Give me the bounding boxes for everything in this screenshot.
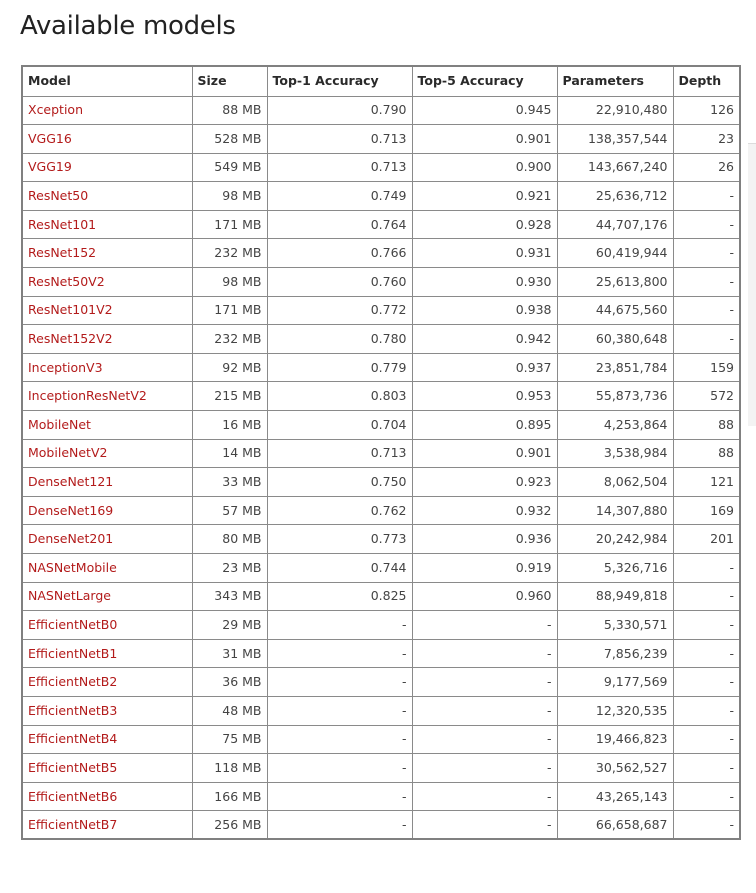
parameters-cell: 25,636,712 (557, 182, 673, 211)
parameters-cell: 30,562,527 (557, 754, 673, 783)
depth-cell: 121 (673, 468, 740, 497)
top5-accuracy-cell: 0.928 (412, 210, 557, 239)
model-cell (22, 382, 192, 411)
model-cell (22, 611, 192, 640)
top5-accuracy-cell: 0.942 (412, 325, 557, 354)
top5-accuracy-cell: 0.932 (412, 496, 557, 525)
parameters-cell: 66,658,687 (557, 811, 673, 840)
model-cell (22, 639, 192, 668)
model-link[interactable]: DenseNet169 (28, 502, 114, 518)
parameters-cell: 5,326,716 (557, 554, 673, 583)
model-cell (22, 668, 192, 697)
table-row (22, 153, 740, 182)
model-cell (22, 268, 192, 297)
size-cell: 57 MB (192, 496, 267, 525)
table-row (22, 296, 740, 325)
table-row (22, 468, 740, 497)
model-cell (22, 468, 192, 497)
size-cell: 80 MB (192, 525, 267, 554)
size-cell: 98 MB (192, 268, 267, 297)
depth-cell: - (673, 782, 740, 811)
table-row (22, 639, 740, 668)
top1-accuracy-cell: 0.779 (267, 353, 412, 382)
size-cell: 36 MB (192, 668, 267, 697)
size-cell: 549 MB (192, 153, 267, 182)
model-link[interactable]: DenseNet121 (28, 474, 114, 490)
depth-cell: - (673, 696, 740, 725)
table-row (22, 668, 740, 697)
top5-accuracy-cell: - (412, 811, 557, 840)
top1-accuracy-cell: - (267, 668, 412, 697)
top1-accuracy-cell: 0.704 (267, 411, 412, 440)
parameters-cell: 22,910,480 (557, 96, 673, 125)
model-link[interactable]: EfficientNetB7 (28, 816, 118, 832)
model-link[interactable]: NASNetMobile (28, 559, 117, 575)
model-link[interactable]: EfficientNetB6 (28, 788, 118, 804)
model-link[interactable]: DenseNet201 (28, 531, 114, 547)
top5-accuracy-cell: 0.895 (412, 411, 557, 440)
top5-accuracy-cell: - (412, 611, 557, 640)
depth-cell: - (673, 210, 740, 239)
size-cell: 166 MB (192, 782, 267, 811)
size-cell: 171 MB (192, 210, 267, 239)
top1-accuracy-cell: - (267, 782, 412, 811)
top5-accuracy-cell: 0.953 (412, 382, 557, 411)
top1-accuracy-cell: - (267, 754, 412, 783)
depth-cell: 572 (673, 382, 740, 411)
parameters-cell: 55,873,736 (557, 382, 673, 411)
model-cell (22, 182, 192, 211)
top5-accuracy-cell: 0.931 (412, 239, 557, 268)
top1-accuracy-cell: 0.772 (267, 296, 412, 325)
model-link[interactable]: ResNet101V2 (28, 302, 113, 318)
depth-cell: 159 (673, 353, 740, 382)
size-cell: 88 MB (192, 96, 267, 125)
table-row (22, 239, 740, 268)
parameters-cell: 4,253,864 (557, 411, 673, 440)
model-link[interactable]: EfficientNetB1 (28, 645, 118, 661)
top5-accuracy-cell: 0.936 (412, 525, 557, 554)
table-row (22, 582, 740, 611)
size-cell: 171 MB (192, 296, 267, 325)
depth-cell: - (673, 182, 740, 211)
top1-accuracy-cell: - (267, 811, 412, 840)
parameters-cell: 20,242,984 (557, 525, 673, 554)
model-cell (22, 754, 192, 783)
top1-accuracy-cell: 0.762 (267, 496, 412, 525)
top5-accuracy-cell: - (412, 639, 557, 668)
top5-accuracy-cell: 0.930 (412, 268, 557, 297)
model-cell (22, 782, 192, 811)
model-link[interactable]: EfficientNetB4 (28, 731, 118, 747)
header-row (22, 66, 740, 96)
top1-accuracy-cell: 0.713 (267, 125, 412, 154)
table-row (22, 696, 740, 725)
size-cell: 14 MB (192, 439, 267, 468)
model-link[interactable]: EfficientNetB5 (28, 759, 118, 775)
top1-accuracy-cell: 0.766 (267, 239, 412, 268)
depth-cell: - (673, 268, 740, 297)
table-row (22, 268, 740, 297)
size-cell: 29 MB (192, 611, 267, 640)
model-cell (22, 696, 192, 725)
table-row (22, 382, 740, 411)
depth-cell: 201 (673, 525, 740, 554)
depth-cell: 88 (673, 439, 740, 468)
depth-cell: - (673, 725, 740, 754)
parameters-cell: 14,307,880 (557, 496, 673, 525)
model-link[interactable]: ResNet50V2 (28, 273, 105, 289)
table-row (22, 525, 740, 554)
size-cell: 16 MB (192, 411, 267, 440)
top5-accuracy-cell: 0.945 (412, 96, 557, 125)
header-model: Model (22, 66, 192, 96)
top5-accuracy-cell: 0.937 (412, 353, 557, 382)
table-row (22, 754, 740, 783)
header-top1-accuracy: Top-1 Accuracy (267, 66, 412, 96)
model-cell (22, 239, 192, 268)
size-cell: 215 MB (192, 382, 267, 411)
top1-accuracy-cell: 0.780 (267, 325, 412, 354)
table-row (22, 611, 740, 640)
top5-accuracy-cell: - (412, 696, 557, 725)
model-cell (22, 582, 192, 611)
top1-accuracy-cell: 0.713 (267, 153, 412, 182)
depth-cell: - (673, 611, 740, 640)
model-link[interactable]: NASNetLarge (28, 588, 111, 604)
depth-cell: - (673, 639, 740, 668)
size-cell: 232 MB (192, 239, 267, 268)
table-row (22, 782, 740, 811)
top5-accuracy-cell: 0.938 (412, 296, 557, 325)
model-link[interactable]: InceptionV3 (28, 359, 103, 375)
model-link[interactable]: ResNet50 (28, 188, 89, 204)
header-top5-accuracy: Top-5 Accuracy (412, 66, 557, 96)
size-cell: 75 MB (192, 725, 267, 754)
depth-cell: 126 (673, 96, 740, 125)
depth-cell: - (673, 239, 740, 268)
model-link[interactable]: Xception (28, 102, 84, 118)
parameters-cell: 3,538,984 (557, 439, 673, 468)
model-link[interactable]: VGG16 (28, 130, 72, 146)
model-cell (22, 554, 192, 583)
top5-accuracy-cell: 0.923 (412, 468, 557, 497)
side-panel (748, 143, 756, 426)
top5-accuracy-cell: 0.960 (412, 582, 557, 611)
model-link[interactable]: InceptionResNetV2 (28, 388, 147, 404)
parameters-cell: 9,177,569 (557, 668, 673, 697)
header-depth: Depth (673, 66, 740, 96)
depth-cell: 23 (673, 125, 740, 154)
parameters-cell: 43,265,143 (557, 782, 673, 811)
header-size: Size (192, 66, 267, 96)
size-cell: 23 MB (192, 554, 267, 583)
size-cell: 92 MB (192, 353, 267, 382)
parameters-cell: 19,466,823 (557, 725, 673, 754)
top1-accuracy-cell: 0.825 (267, 582, 412, 611)
parameters-cell: 12,320,535 (557, 696, 673, 725)
table-row (22, 325, 740, 354)
top1-accuracy-cell: 0.764 (267, 210, 412, 239)
table-body (22, 96, 740, 839)
top1-accuracy-cell: 0.749 (267, 182, 412, 211)
model-cell (22, 525, 192, 554)
top1-accuracy-cell: 0.790 (267, 96, 412, 125)
size-cell: 232 MB (192, 325, 267, 354)
depth-cell: - (673, 811, 740, 840)
top5-accuracy-cell: 0.900 (412, 153, 557, 182)
depth-cell: - (673, 754, 740, 783)
table-row (22, 353, 740, 382)
top1-accuracy-cell: 0.744 (267, 554, 412, 583)
model-cell (22, 811, 192, 840)
model-cell (22, 125, 192, 154)
model-cell (22, 725, 192, 754)
top1-accuracy-cell: - (267, 611, 412, 640)
top5-accuracy-cell: - (412, 782, 557, 811)
model-link[interactable]: EfficientNetB3 (28, 702, 118, 718)
parameters-cell: 143,667,240 (557, 153, 673, 182)
parameters-cell: 138,357,544 (557, 125, 673, 154)
model-cell (22, 153, 192, 182)
parameters-cell: 23,851,784 (557, 353, 673, 382)
model-cell (22, 96, 192, 125)
size-cell: 118 MB (192, 754, 267, 783)
top5-accuracy-cell: 0.919 (412, 554, 557, 583)
parameters-cell: 44,707,176 (557, 210, 673, 239)
table-row (22, 96, 740, 125)
parameters-cell: 88,949,818 (557, 582, 673, 611)
top5-accuracy-cell: - (412, 668, 557, 697)
model-link[interactable]: MobileNet (28, 416, 91, 432)
model-link[interactable]: ResNet101 (28, 216, 97, 232)
size-cell: 48 MB (192, 696, 267, 725)
size-cell: 33 MB (192, 468, 267, 497)
model-cell (22, 353, 192, 382)
depth-cell: - (673, 554, 740, 583)
top1-accuracy-cell: 0.713 (267, 439, 412, 468)
size-cell: 343 MB (192, 582, 267, 611)
top5-accuracy-cell: 0.921 (412, 182, 557, 211)
table-row (22, 725, 740, 754)
model-cell (22, 210, 192, 239)
page-title: Available models (20, 11, 236, 41)
parameters-cell: 25,613,800 (557, 268, 673, 297)
table-header (22, 66, 740, 96)
depth-cell: - (673, 325, 740, 354)
table-row (22, 554, 740, 583)
model-link[interactable]: EfficientNetB2 (28, 674, 118, 690)
size-cell: 256 MB (192, 811, 267, 840)
models-table (21, 65, 741, 840)
parameters-cell: 60,380,648 (557, 325, 673, 354)
table-row (22, 496, 740, 525)
top5-accuracy-cell: 0.901 (412, 125, 557, 154)
depth-cell: - (673, 296, 740, 325)
parameters-cell: 7,856,239 (557, 639, 673, 668)
top1-accuracy-cell: 0.750 (267, 468, 412, 497)
depth-cell: 26 (673, 153, 740, 182)
size-cell: 528 MB (192, 125, 267, 154)
model-link[interactable]: MobileNetV2 (28, 445, 108, 461)
table-row (22, 182, 740, 211)
top5-accuracy-cell: - (412, 754, 557, 783)
table-row (22, 411, 740, 440)
top1-accuracy-cell: 0.803 (267, 382, 412, 411)
top1-accuracy-cell: - (267, 725, 412, 754)
table-row (22, 125, 740, 154)
parameters-cell: 44,675,560 (557, 296, 673, 325)
table-row (22, 439, 740, 468)
top1-accuracy-cell: 0.760 (267, 268, 412, 297)
model-cell (22, 439, 192, 468)
model-link[interactable]: EfficientNetB0 (28, 616, 118, 632)
size-cell: 98 MB (192, 182, 267, 211)
model-cell (22, 496, 192, 525)
parameters-cell: 8,062,504 (557, 468, 673, 497)
top5-accuracy-cell: - (412, 725, 557, 754)
model-cell (22, 296, 192, 325)
model-cell (22, 325, 192, 354)
table-row (22, 811, 740, 840)
top1-accuracy-cell: 0.773 (267, 525, 412, 554)
parameters-cell: 5,330,571 (557, 611, 673, 640)
header-parameters: Parameters (557, 66, 673, 96)
depth-cell: - (673, 668, 740, 697)
depth-cell: 169 (673, 496, 740, 525)
depth-cell: 88 (673, 411, 740, 440)
top1-accuracy-cell: - (267, 696, 412, 725)
top5-accuracy-cell: 0.901 (412, 439, 557, 468)
model-link[interactable]: VGG19 (28, 159, 72, 175)
top1-accuracy-cell: - (267, 639, 412, 668)
parameters-cell: 60,419,944 (557, 239, 673, 268)
model-link[interactable]: ResNet152 (28, 245, 97, 261)
model-link[interactable]: ResNet152V2 (28, 331, 113, 347)
table-row (22, 210, 740, 239)
model-cell (22, 411, 192, 440)
depth-cell: - (673, 582, 740, 611)
size-cell: 31 MB (192, 639, 267, 668)
